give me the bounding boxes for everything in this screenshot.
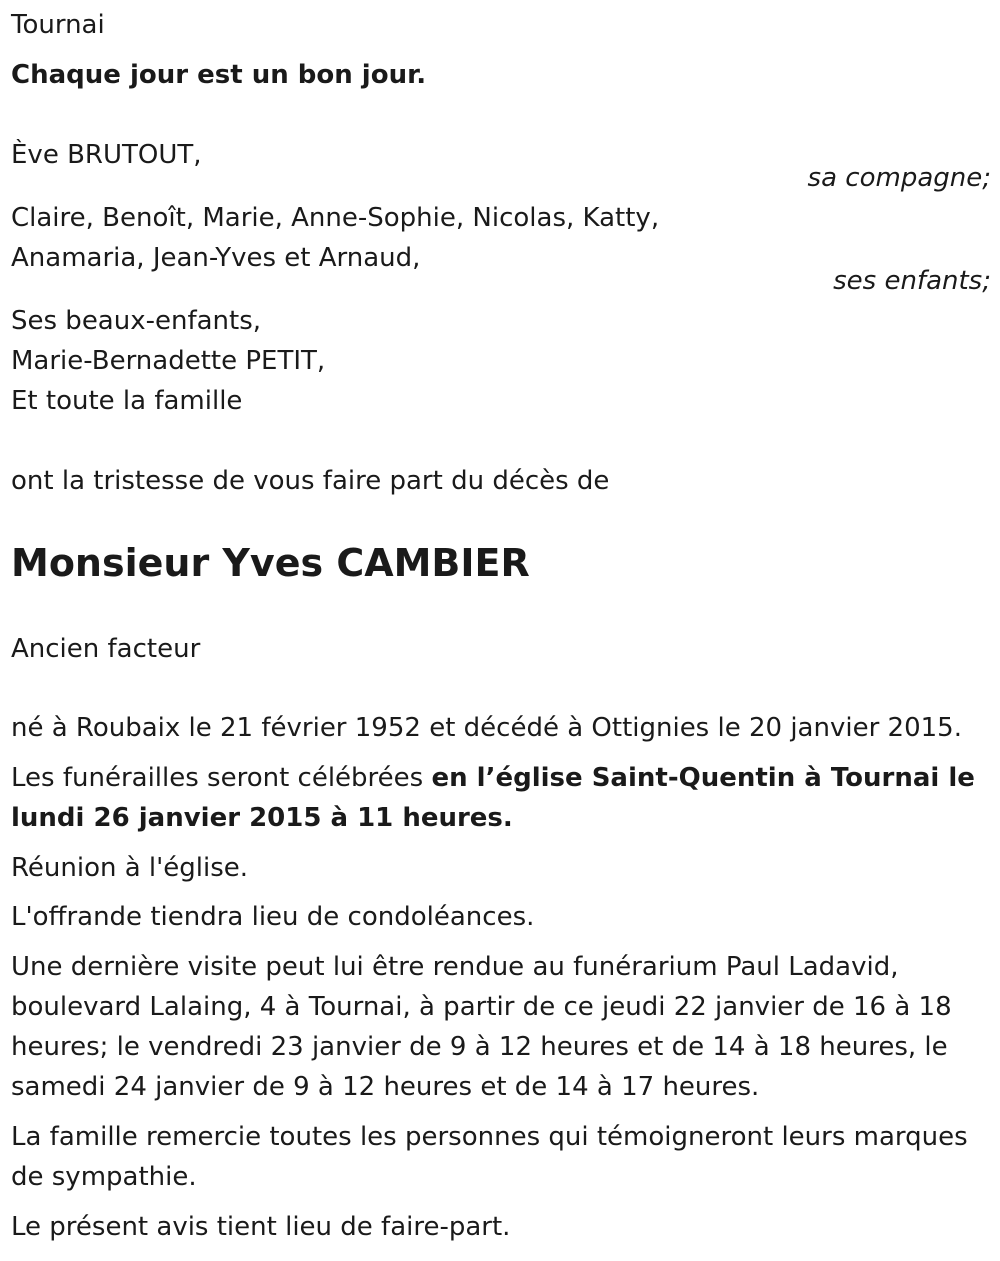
notice-note: Le présent avis tient lieu de faire-part.	[11, 1212, 511, 1242]
birth-death-info: né à Roubaix le 21 février 1952 et décédé à Ottignies le 20 janvier 2015.	[11, 713, 962, 743]
others-line-3: Et toute la famille	[11, 386, 243, 416]
motto: Chaque jour est un bon jour.	[11, 60, 427, 90]
others-line-2: Marie-Bernadette PETIT,	[11, 346, 326, 376]
children-line-1: Claire, Benoît, Marie, Anne-Sophie, Nicolas, Katty,	[11, 203, 660, 233]
announcement-intro: ont la tristesse de vous faire part du décès de	[11, 466, 610, 496]
others-line-1: Ses beaux-enfants,	[11, 306, 262, 336]
funeral-paragraph	[11, 758, 986, 838]
thanks-paragraph: La famille remercie toutes les personnes qui témoigneront leurs marques de sympathie.	[11, 1122, 968, 1192]
visit-paragraph: Une dernière visite peut lui être rendue au funérarium Paul Ladavid, boulevard Lalaing, 4 à Tournai, à partir de ce jeudi 22 janvier de 16 à 18 heures; le vendredi 23 janvier de 9 à 12 heures et de 14 à 18 heures, le samedi 24 janvier de 9 à 12 heures et de 14 à 17 heures.	[11, 952, 952, 1102]
deceased-name: Monsieur Yves CAMBIER	[11, 541, 530, 585]
children-role: ses enfants;	[833, 266, 991, 296]
city-label: Tournai	[11, 10, 105, 40]
offering-note: L'offrande tiendra lieu de condoléances.	[11, 902, 535, 932]
funeral-location-date: en l’église Saint-Quentin à Tournai le lundi 26 janvier 2015 à 11 heures.	[11, 763, 975, 833]
funeral-prefix: Les funérailles seront célébrées	[11, 763, 432, 793]
partner-name: Ève BRUTOUT,	[11, 140, 202, 170]
reunion-note: Réunion à l'église.	[11, 853, 249, 883]
children-line-2: Anamaria, Jean-Yves et Arnaud,	[11, 243, 421, 273]
partner-role: sa compagne;	[807, 163, 991, 193]
occupation: Ancien facteur	[11, 634, 201, 664]
